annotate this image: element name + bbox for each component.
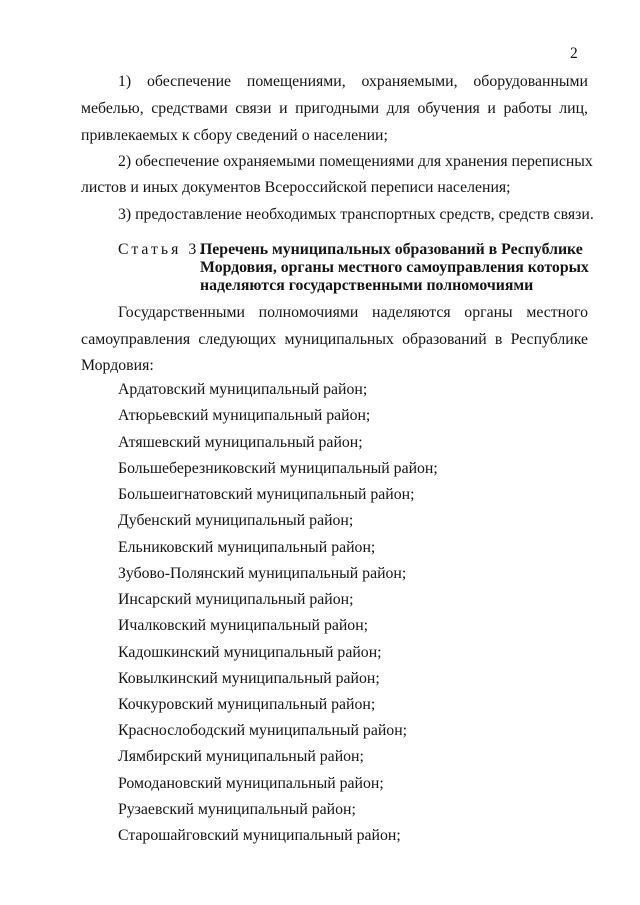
muni-2: Атюрьевский муниципальный район; xyxy=(118,407,371,424)
muni-16: Ромодановский муниципальный район; xyxy=(118,775,384,792)
muni-9: Инсарский муниципальный район; xyxy=(118,591,354,608)
item-3-line-1: 3) предоставление необходимых транспортных средств, средств связи. xyxy=(118,206,594,223)
muni-15: Лямбирский муниципальный район; xyxy=(118,748,364,765)
item-2-line-1: 2) обеспечение охраняемыми помещениями для хранения переписных xyxy=(118,153,593,170)
intro-line-3: Мордовия: xyxy=(81,357,154,374)
intro-line-2: самоуправления следующих муниципальных образований в Республике xyxy=(81,331,588,348)
muni-17: Рузаевский муниципальный район; xyxy=(118,801,356,818)
muni-12: Ковылкинский муниципальный район; xyxy=(118,670,380,687)
muni-3: Атяшевский муниципальный район; xyxy=(118,434,363,451)
item-1-line-2: мебелью, средствами связи и пригодными для обучения и работы лиц, xyxy=(81,100,588,117)
muni-6: Дубенский муниципальный район; xyxy=(118,512,354,529)
article-label: Статья 3. xyxy=(118,241,207,258)
article-title-line-2: Мордовия, органы местного самоуправления которых xyxy=(200,259,589,276)
muni-10: Ичалковский муниципальный район; xyxy=(118,617,369,634)
muni-5: Большеигнатовский муниципальный район; xyxy=(118,486,415,503)
item-1-line-3: привлекаемых к сбору сведений о населении; xyxy=(81,127,388,144)
muni-14: Краснослободский муниципальный район; xyxy=(118,722,408,739)
intro-line-1: Государственными полномочиями наделяются органы местного xyxy=(118,304,588,321)
muni-18: Старошайговский муниципальный район; xyxy=(118,827,401,844)
muni-7: Ельниковский муниципальный район; xyxy=(118,539,376,556)
muni-8: Зубово-Полянский муниципальный район; xyxy=(118,565,407,582)
item-1-line-1: 1) обеспечение помещениями, охраняемыми, оборудованными xyxy=(118,73,588,90)
muni-1: Ардатовский муниципальный район; xyxy=(118,381,368,398)
article-title-line-1: Перечень муниципальных образований в Республике xyxy=(200,241,583,258)
muni-11: Кадошкинский муниципальный район; xyxy=(118,644,382,661)
page-number: 2 xyxy=(570,45,578,62)
item-2-line-2: листов и иных документов Всероссийской переписи населения; xyxy=(81,179,511,196)
muni-4: Большеберезниковский муниципальный район; xyxy=(118,460,438,477)
article-title-line-3: наделяются государственными полномочиями xyxy=(200,277,534,294)
muni-13: Кочкуровский муниципальный район; xyxy=(118,696,376,713)
